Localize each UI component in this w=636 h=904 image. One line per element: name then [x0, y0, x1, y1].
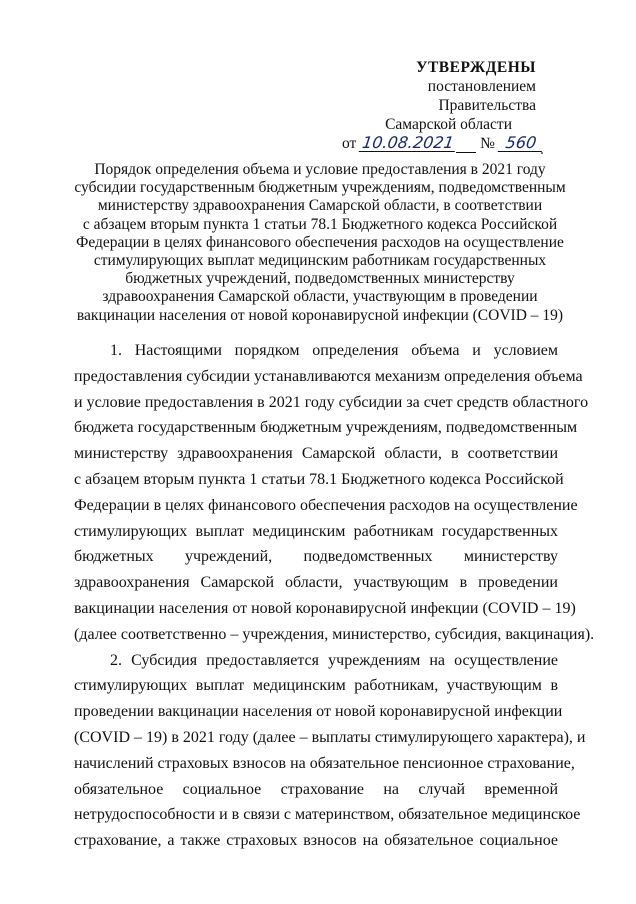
heading-line: бюджетных учреждений, подведомственных министерству — [125, 270, 515, 288]
heading-line: вакцинации населения от новой коронавирусной инфекции (COVID – 19) — [76, 306, 564, 324]
approval-region-line: Самарской области — [385, 116, 512, 133]
heading-line: стимулирующих выплат медицинским работникам государственных — [93, 252, 547, 270]
body-line: начислений страховых взносов на обязательное пенсионное страхование, — [74, 754, 575, 772]
body-line: стимулирующих выплат медицинским работникам, участвующим в — [74, 677, 558, 695]
heading-line: здравоохранения Самарской области, участвующим в проведении — [102, 288, 538, 306]
body-line: министерству здравоохранения Самарской области, в соответствии — [74, 445, 558, 463]
body-line: предоставления субсидии устанавливаются механизм определения объема — [74, 367, 583, 385]
date-blank-line — [456, 138, 476, 153]
approval-resolution-line: постановлением Правительства — [427, 78, 536, 114]
handwritten-date: 10.08.2021 — [359, 134, 458, 152]
paragraph-2 — [74, 648, 586, 854]
number-prefix: № — [480, 135, 495, 152]
body-line: вакцинации населения от новой коронавирусной инфекции (COVID – 19) — [74, 599, 576, 617]
body-line: 1. Настоящими порядком определения объема и условием — [110, 342, 558, 359]
approval-date-number-line — [330, 134, 560, 153]
document-heading — [70, 161, 570, 325]
heading-line: Порядок определения объема и условие предоставления в 2021 году — [94, 161, 546, 178]
body-line: бюджетных учреждений, подведомственных министерству — [74, 548, 558, 566]
heading-line: Федерации в целях финансового обеспечения расходов на осуществление — [76, 233, 564, 251]
document-body — [74, 338, 595, 854]
date-prefix: от — [342, 135, 357, 152]
body-line: и условие предоставления в 2021 году субсидии за счет средств областного — [74, 393, 589, 411]
heading-line: с абзацем вторым пункта 1 статьи 78.1 Бюджетного кодекса Российской — [82, 215, 558, 233]
approval-title: УТВЕРЖДЕНЫ — [416, 59, 536, 76]
heading-line: министерству здравоохранения Самарской области, в соответствии — [97, 197, 543, 215]
heading-line: субсидии государственным бюджетным учреждениям, подведомственным — [74, 179, 566, 197]
body-line: (далее соответственно – учреждения, министерство, субсидия, вакцинация). — [74, 625, 595, 643]
body-line: страхование, а также страховых взносов на обязательное социальное — [74, 832, 558, 850]
body-line: проведении вакцинации населения от новой коронавирусной инфекции — [74, 703, 563, 721]
body-line: нетрудоспособности и в связи с материнством, обязательное медицинское — [74, 806, 581, 824]
approval-stamp-block — [330, 58, 560, 153]
body-line: с абзацем вторым пункта 1 статьи 78.1 Бюджетного кодекса Российской — [74, 470, 564, 488]
body-line: стимулирующих выплат медицинским работникам государственных — [74, 522, 558, 540]
handwritten-number: 560 — [497, 134, 544, 152]
body-line: 2. Субсидия предоставляется учреждениям на осуществление — [110, 651, 558, 669]
body-line: (COVID – 19) в 2021 году (далее – выплаты стимулирующего характера), и — [74, 728, 586, 746]
body-line: обязательное социальное страхование на случай временной — [74, 780, 558, 798]
body-line: здравоохранения Самарской области, участвующим в проведении — [74, 574, 558, 592]
body-line: бюджета государственным бюджетным учреждениям, подведомственным — [74, 419, 578, 437]
paragraph-1 — [74, 338, 595, 648]
body-line: Федерации в целях финансового обеспечения расходов на осуществление — [74, 496, 578, 514]
